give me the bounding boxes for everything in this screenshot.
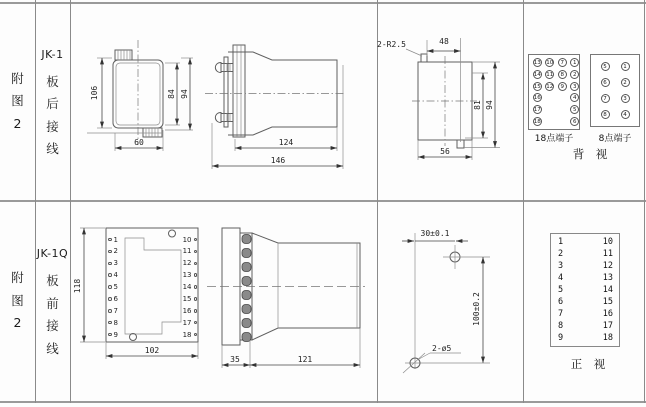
figure-label-char: 2 [13,315,22,331]
terminal-table-number-left: 5 [558,285,564,295]
terminal-number: 8 [113,318,118,327]
terminal-number: 14 [182,283,192,291]
dim-case-width: 60 [134,138,144,147]
terminal-circle: 2 [570,70,579,79]
terminal8-box [590,54,640,127]
svg-text:2-ø5: 2-ø5 [432,344,452,353]
wiring-mode-char: 板 [46,73,59,89]
terminal-circle: 3 [570,82,579,91]
terminal-number: 2 [113,247,118,256]
terminal-circle: 11 [546,71,554,78]
front-terminal-right [173,293,197,304]
dimensions [377,37,500,160]
dim-inner-height: 84 [167,89,176,99]
terminal-number: 17 [182,318,192,327]
terminal-circle: 2 [621,78,630,87]
terminal-circle: 12 [546,83,554,90]
front-terminal-right [173,270,197,281]
terminal-screw [215,113,233,123]
table-col-line-2 [70,0,71,403]
dimensions [90,58,193,151]
terminal-number: 11 [182,247,192,256]
terminal-number: 12 [182,259,192,268]
terminal-table-number-right: 12 [602,261,613,271]
terminal-circle: 7 [558,58,567,67]
terminal-dot [108,238,112,242]
terminal-circle: 4 [570,93,579,102]
svg-text:30±0.1: 30±0.1 [420,229,450,238]
model-cell-row1 [35,3,70,200]
figure-label-char: 图 [11,93,24,109]
terminal-dot [194,309,198,313]
dim-outer-height: 94 [180,89,189,99]
terminal-circle: 8 [558,70,567,79]
cutout-notch-top [421,54,427,62]
front-terminal-left [108,293,132,304]
terminal-dot [194,333,198,337]
terminal-screws [242,235,251,342]
terminal-table-number-right: 15 [602,297,613,307]
side-view-drawing-rear [200,35,350,175]
terminal-circle: 3 [621,94,630,103]
terminal-circle: 9 [558,82,567,91]
terminal-number: 6 [113,294,118,303]
front-terminal-left [108,246,132,257]
terminal-circle: 17 [533,107,541,114]
terminal-table-number-right: 14 [602,285,613,295]
terminal-number: 9 [113,330,118,339]
terminal-table-number-right: 17 [602,321,613,331]
table-row-separator [0,200,646,202]
terminal-table-number-left: 6 [558,297,564,307]
terminal-number: 5 [113,283,118,291]
dim-hole-spacing-x [402,229,468,241]
terminal-dot [194,321,198,325]
terminal-circle: 4 [621,110,630,119]
terminal8-label: 8点端子 [598,134,632,144]
wiring-mode-char: 线 [46,141,59,156]
terminal-table-number-right: 18 [602,333,613,343]
dim-case-height: 106 [90,85,99,101]
front-terminal-right [173,234,197,245]
front-terminal-left [108,270,132,281]
terminal-number: 15 [182,294,192,303]
terminal-circle: 1 [570,58,579,67]
terminal-dot [108,309,112,313]
terminal-circle: 13 [533,59,541,66]
terminal-circle: 16 [533,95,541,102]
figure-label-char: 附 [11,70,24,86]
terminal-dot [194,285,198,289]
panel-cutout-drawing [376,30,516,170]
front-terminal-left [108,317,132,328]
terminal-table-number-right: 11 [602,249,613,259]
terminal-screw [215,63,233,73]
terminal-circle: 1 [621,62,630,71]
dim-body-depth: 124 [278,138,294,147]
terminal-number: 18 [182,330,192,339]
holes-note [419,344,461,359]
radius-note: 2-R2.5 [377,40,406,49]
terminal-circle: 7 [601,94,610,103]
terminal18-box [528,54,580,130]
wiring-mode-char: 后 [46,96,59,111]
dim-front-depth: 35 [230,355,240,364]
front-terminal-left [108,258,132,269]
terminal-dot [108,321,112,325]
terminal-number: 3 [113,259,118,268]
terminal-number: 4 [113,271,118,280]
front-terminal-right [173,258,197,269]
svg-text:100±0.2: 100±0.2 [472,292,481,326]
terminal-table [550,233,620,347]
dim-height: 94 [485,100,494,110]
terminal-dot [108,273,112,277]
terminal-number: 10 [182,235,192,244]
terminal-dot [108,262,112,266]
front-view-label: 正 视 [570,357,606,371]
terminal-circle: 6 [570,117,579,126]
terminal-circle: 10 [546,59,554,66]
front-terminal-right [173,305,197,316]
terminal-dot [108,285,112,289]
dim-hole-spacing-y [472,257,483,363]
terminal-table-number-left: 9 [558,333,564,343]
model-cell-row2 [35,200,70,402]
terminal-number: 16 [182,306,192,315]
terminal-table-number-left: 1 [558,237,564,247]
front-terminal-right [173,317,197,328]
wiring-mode-char: 线 [46,340,59,356]
wiring-mode-char: 前 [46,295,59,311]
terminal18-label: 18点端子 [534,134,574,144]
terminal-dot [194,250,198,254]
terminal-dot [194,273,198,277]
front-terminal-left [108,282,132,293]
dim-width: 56 [440,147,450,156]
table-border-right [644,0,645,403]
terminal-circle: 5 [570,105,579,114]
terminal-dot [108,333,112,337]
front-terminal-left [108,305,132,316]
front-terminal-right [173,246,197,257]
terminal-dot [108,250,112,254]
figure-label-row2 [0,200,35,402]
front-terminal-right [173,282,197,293]
dim-inner-height: 81 [473,100,482,110]
terminal-table-number-left: 4 [558,273,564,283]
wiring-mode-char: 接 [46,118,59,134]
terminal-table-number-right: 10 [602,237,613,247]
terminal-table-number-right: 16 [602,309,613,319]
table-col-line-4 [523,0,524,403]
figure-label-char: 图 [11,292,24,308]
terminal-circle: 18 [533,119,541,126]
terminal-circle: 6 [601,78,610,87]
wiring-mode-char: 接 [46,318,59,333]
model-label: JK-1 [41,47,64,61]
terminal-dot [194,238,198,242]
dim-top-width: 48 [439,37,449,46]
terminal-dot [194,262,198,266]
front-terminal-right [173,329,197,340]
terminal-table-number-left: 3 [558,261,564,271]
table-border-top [0,2,646,4]
terminal-table-number-left: 2 [558,249,564,259]
figure-label-char: 2 [13,115,22,131]
front-terminal-left [108,234,132,245]
dim-total-depth: 146 [270,156,286,165]
mounting-flange [233,45,245,137]
bottom-terminal-tab [143,128,162,137]
drill-pattern-drawing [395,225,507,377]
dim-panel-width: 102 [144,346,160,355]
rear-case-drawing [85,36,203,176]
table-border-bottom [0,401,646,403]
front-terminal-left [108,329,132,340]
terminal-table-number-left: 7 [558,309,564,319]
figure-label-row1 [0,3,35,200]
side-view-drawing-front [205,222,370,374]
terminal-table-number-left: 8 [558,321,564,331]
top-terminal-tab [115,50,132,60]
terminal-number: 7 [113,306,118,315]
terminal-number: 13 [182,271,192,280]
terminal-dot [108,297,112,301]
terminal-number: 1 [113,235,118,244]
dim-panel-height: 118 [73,278,82,294]
terminal-strip [224,57,228,127]
dimensions [212,122,343,169]
terminal-circle: 5 [601,62,610,71]
terminal-circle: 8 [601,110,610,119]
rear-view-label: 背 视 [572,147,608,161]
figure-label-char: 附 [11,270,24,286]
terminal-table-number-right: 13 [602,273,613,283]
terminal-dot [194,297,198,301]
wiring-mode-char: 板 [46,273,59,288]
terminal-circle: 14 [533,71,541,78]
terminal-circle: 15 [533,83,541,90]
model-label: JK-1Q [36,247,69,260]
dim-body-depth: 121 [297,355,313,364]
